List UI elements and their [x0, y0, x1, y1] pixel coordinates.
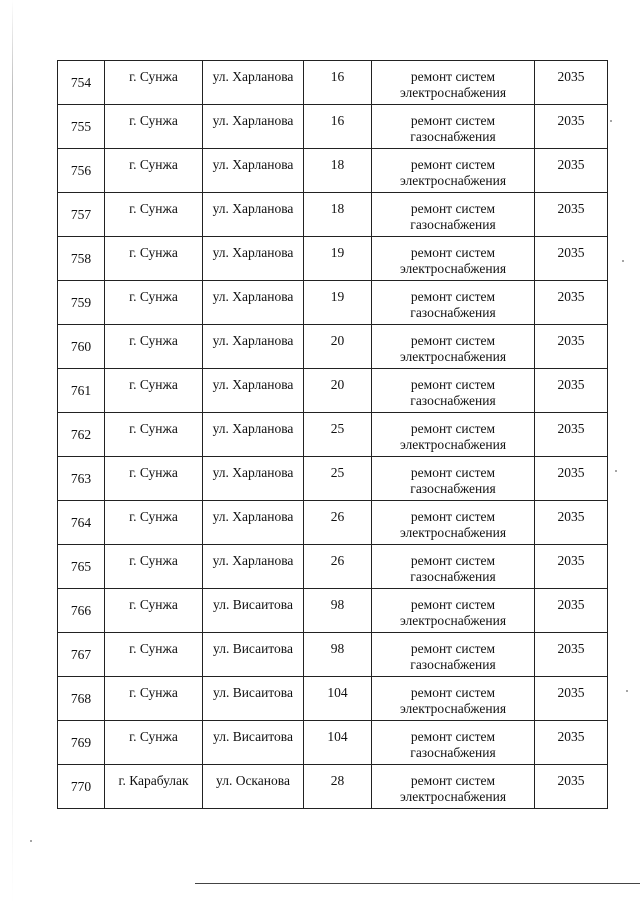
scan-speck — [622, 260, 624, 262]
row-number-cell — [58, 149, 105, 193]
street-cell — [203, 457, 304, 501]
house-number-text: 20 — [330, 377, 345, 392]
work-type-text — [372, 413, 534, 453]
year-cell — [535, 281, 608, 325]
work-type-cell — [372, 545, 535, 589]
row-number-text: 754 — [70, 75, 92, 90]
street-cell — [203, 149, 304, 193]
city-text: г. Карабулак — [118, 773, 189, 788]
work-type-line2: газоснабжения — [410, 657, 496, 672]
year-text: 2035 — [557, 685, 585, 700]
street-cell — [203, 237, 304, 281]
house-number-cell — [304, 61, 372, 105]
city-cell — [105, 325, 203, 369]
house-number-text: 25 — [330, 421, 345, 436]
year-text: 2035 — [557, 245, 585, 260]
row-number-text: 762 — [70, 427, 92, 442]
house-number-text: 104 — [327, 685, 348, 700]
house-number-text: 98 — [330, 597, 345, 612]
house-number-cell — [304, 413, 372, 457]
work-type-text — [372, 765, 534, 805]
house-number-cell — [304, 281, 372, 325]
year-text: 2035 — [557, 641, 585, 656]
year-cell — [535, 457, 608, 501]
year-text: 2035 — [557, 289, 585, 304]
work-type-line1: ремонт систем — [410, 465, 496, 480]
work-type-line1: ремонт систем — [410, 289, 496, 304]
row-number-text: 763 — [70, 471, 92, 486]
scan-speck — [626, 690, 628, 692]
work-type-cell — [372, 721, 535, 765]
work-type-cell — [372, 105, 535, 149]
work-type-line2: газоснабжения — [410, 745, 496, 760]
work-type-line1: ремонт систем — [410, 201, 496, 216]
table-row — [58, 369, 608, 413]
house-number-cell — [304, 193, 372, 237]
street-text: ул. Харланова — [212, 69, 294, 84]
table-row — [58, 501, 608, 545]
city-text: г. Сунжа — [129, 157, 178, 172]
house-number-cell — [304, 633, 372, 677]
work-type-line1: ремонт систем — [410, 421, 496, 436]
street-text: ул. Харланова — [212, 465, 294, 480]
year-text: 2035 — [557, 201, 585, 216]
row-number-cell — [58, 457, 105, 501]
street-text: ул. Харланова — [212, 509, 294, 524]
work-type-line1: ремонт систем — [410, 597, 496, 612]
work-type-line1: ремонт систем — [410, 333, 496, 348]
work-type-cell — [372, 325, 535, 369]
street-text: ул. Харланова — [212, 333, 294, 348]
year-text: 2035 — [557, 113, 585, 128]
street-text: ул. Харланова — [212, 421, 294, 436]
street-text: ул. Харланова — [212, 201, 294, 216]
work-type-text — [372, 457, 534, 497]
city-cell — [105, 633, 203, 677]
house-number-text: 26 — [330, 509, 345, 524]
house-number-cell — [304, 765, 372, 809]
house-number-cell — [304, 545, 372, 589]
table-row — [58, 765, 608, 809]
work-type-text — [372, 501, 534, 541]
house-number-cell — [304, 589, 372, 633]
work-type-line2: электроснабжения — [399, 349, 507, 364]
work-type-text — [372, 237, 534, 277]
street-cell — [203, 721, 304, 765]
work-type-cell — [372, 61, 535, 105]
work-type-line1: ремонт систем — [410, 509, 496, 524]
row-number-text: 756 — [70, 163, 92, 178]
work-type-text — [372, 677, 534, 717]
table-row — [58, 281, 608, 325]
house-number-cell — [304, 369, 372, 413]
city-cell — [105, 369, 203, 413]
house-number-text: 16 — [330, 113, 345, 128]
city-cell — [105, 237, 203, 281]
table-row — [58, 413, 608, 457]
year-cell — [535, 369, 608, 413]
row-number-text: 757 — [70, 207, 92, 222]
street-cell — [203, 501, 304, 545]
work-type-line1: ремонт систем — [410, 641, 496, 656]
city-text: г. Сунжа — [129, 465, 178, 480]
year-cell — [535, 589, 608, 633]
work-type-line2: электроснабжения — [399, 437, 507, 452]
scan-speck — [30, 840, 32, 842]
year-text: 2035 — [557, 509, 585, 524]
table-row — [58, 105, 608, 149]
row-number-cell — [58, 325, 105, 369]
table-row — [58, 193, 608, 237]
house-number-text: 26 — [330, 553, 345, 568]
street-text: ул. Харланова — [212, 157, 294, 172]
street-text: ул. Висаитова — [213, 641, 293, 656]
table-row — [58, 149, 608, 193]
row-number-cell — [58, 589, 105, 633]
city-cell — [105, 721, 203, 765]
work-type-cell — [372, 501, 535, 545]
street-cell — [203, 105, 304, 149]
work-type-cell — [372, 589, 535, 633]
house-number-text: 28 — [330, 773, 345, 788]
work-type-line2: электроснабжения — [399, 85, 507, 100]
work-type-line2: электроснабжения — [399, 173, 507, 188]
year-text: 2035 — [557, 597, 585, 612]
year-cell — [535, 501, 608, 545]
work-type-text — [372, 633, 534, 673]
table-row — [58, 589, 608, 633]
work-type-line2: газоснабжения — [410, 393, 496, 408]
house-number-cell — [304, 325, 372, 369]
work-type-text — [372, 105, 534, 145]
house-number-text: 98 — [330, 641, 345, 656]
work-type-line1: ремонт систем — [410, 685, 496, 700]
house-number-text: 20 — [330, 333, 345, 348]
row-number-text: 755 — [70, 119, 92, 134]
city-text: г. Сунжа — [129, 597, 178, 612]
work-type-text — [372, 149, 534, 189]
work-type-line2: газоснабжения — [410, 569, 496, 584]
table-row — [58, 325, 608, 369]
row-number-text: 769 — [70, 735, 92, 750]
street-cell — [203, 61, 304, 105]
work-type-text — [372, 369, 534, 409]
work-type-text — [372, 589, 534, 629]
year-text: 2035 — [557, 553, 585, 568]
year-cell — [535, 193, 608, 237]
year-cell — [535, 677, 608, 721]
work-type-line2: газоснабжения — [410, 217, 496, 232]
row-number-text: 764 — [70, 515, 92, 530]
row-number-text: 767 — [70, 647, 92, 662]
street-cell — [203, 281, 304, 325]
table-row — [58, 237, 608, 281]
city-text: г. Сунжа — [129, 289, 178, 304]
house-number-text: 18 — [330, 157, 345, 172]
work-type-line2: электроснабжения — [399, 789, 507, 804]
work-type-line1: ремонт систем — [410, 69, 496, 84]
table-row — [58, 677, 608, 721]
street-text: ул. Харланова — [212, 245, 294, 260]
year-cell — [535, 765, 608, 809]
work-type-line1: ремонт систем — [410, 113, 496, 128]
city-cell — [105, 765, 203, 809]
table-row — [58, 721, 608, 765]
city-cell — [105, 105, 203, 149]
street-text: ул. Висаитова — [213, 597, 293, 612]
street-text: ул. Осканова — [216, 773, 290, 788]
city-cell — [105, 193, 203, 237]
work-type-text — [372, 545, 534, 585]
work-type-cell — [372, 369, 535, 413]
scan-margin-line — [12, 0, 13, 905]
street-cell — [203, 325, 304, 369]
work-type-text — [372, 281, 534, 321]
street-text: ул. Висаитова — [213, 685, 293, 700]
row-number-cell — [58, 369, 105, 413]
row-number-text: 760 — [70, 339, 92, 354]
work-type-cell — [372, 149, 535, 193]
year-text: 2035 — [557, 729, 585, 744]
year-cell — [535, 61, 608, 105]
repair-schedule-table — [57, 60, 608, 809]
street-text: ул. Харланова — [212, 113, 294, 128]
table-row — [58, 545, 608, 589]
house-number-text: 104 — [327, 729, 348, 744]
house-number-cell — [304, 501, 372, 545]
work-type-line1: ремонт систем — [410, 553, 496, 568]
row-number-text: 768 — [70, 691, 92, 706]
work-type-cell — [372, 633, 535, 677]
work-type-cell — [372, 281, 535, 325]
work-type-line1: ремонт систем — [410, 245, 496, 260]
city-cell — [105, 61, 203, 105]
city-text: г. Сунжа — [129, 685, 178, 700]
table-row — [58, 61, 608, 105]
work-type-line1: ремонт систем — [410, 729, 496, 744]
row-number-cell — [58, 105, 105, 149]
house-number-cell — [304, 457, 372, 501]
work-type-line2: электроснабжения — [399, 525, 507, 540]
street-text: ул. Харланова — [212, 377, 294, 392]
year-text: 2035 — [557, 69, 585, 84]
work-type-text — [372, 193, 534, 233]
row-number-cell — [58, 545, 105, 589]
work-type-text — [372, 721, 534, 761]
street-text: ул. Харланова — [212, 289, 294, 304]
city-text: г. Сунжа — [129, 201, 178, 216]
house-number-cell — [304, 105, 372, 149]
house-number-cell — [304, 721, 372, 765]
row-number-text: 758 — [70, 251, 92, 266]
row-number-cell — [58, 765, 105, 809]
work-type-cell — [372, 677, 535, 721]
row-number-text: 759 — [70, 295, 92, 310]
street-cell — [203, 765, 304, 809]
row-number-cell — [58, 721, 105, 765]
house-number-cell — [304, 149, 372, 193]
scan-speck — [615, 470, 617, 472]
work-type-cell — [372, 457, 535, 501]
year-cell — [535, 633, 608, 677]
row-number-cell — [58, 61, 105, 105]
table-row — [58, 633, 608, 677]
row-number-cell — [58, 237, 105, 281]
year-cell — [535, 325, 608, 369]
house-number-cell — [304, 677, 372, 721]
city-text: г. Сунжа — [129, 553, 178, 568]
city-cell — [105, 457, 203, 501]
street-text: ул. Харланова — [212, 553, 294, 568]
city-cell — [105, 501, 203, 545]
house-number-text: 16 — [330, 69, 345, 84]
year-text: 2035 — [557, 157, 585, 172]
table-body — [58, 61, 608, 809]
house-number-cell — [304, 237, 372, 281]
work-type-line1: ремонт систем — [410, 157, 496, 172]
page-bottom-rule — [195, 883, 640, 884]
street-cell — [203, 369, 304, 413]
year-text: 2035 — [557, 421, 585, 436]
year-text: 2035 — [557, 465, 585, 480]
row-number-text: 770 — [70, 779, 92, 794]
work-type-cell — [372, 413, 535, 457]
street-cell — [203, 589, 304, 633]
year-cell — [535, 237, 608, 281]
table-row — [58, 457, 608, 501]
work-type-line1: ремонт систем — [410, 377, 496, 392]
work-type-line2: электроснабжения — [399, 261, 507, 276]
year-cell — [535, 105, 608, 149]
work-type-line2: электроснабжения — [399, 701, 507, 716]
year-text: 2035 — [557, 333, 585, 348]
row-number-text: 766 — [70, 603, 92, 618]
city-cell — [105, 281, 203, 325]
row-number-cell — [58, 281, 105, 325]
row-number-cell — [58, 413, 105, 457]
city-text: г. Сунжа — [129, 333, 178, 348]
city-text: г. Сунжа — [129, 69, 178, 84]
city-cell — [105, 589, 203, 633]
street-cell — [203, 413, 304, 457]
city-cell — [105, 545, 203, 589]
work-type-line2: газоснабжения — [410, 481, 496, 496]
street-cell — [203, 193, 304, 237]
city-text: г. Сунжа — [129, 377, 178, 392]
work-type-text — [372, 325, 534, 365]
row-number-text: 761 — [70, 383, 92, 398]
year-cell — [535, 413, 608, 457]
year-cell — [535, 149, 608, 193]
house-number-text: 18 — [330, 201, 345, 216]
row-number-cell — [58, 193, 105, 237]
work-type-cell — [372, 765, 535, 809]
house-number-text: 19 — [330, 289, 345, 304]
work-type-line1: ремонт систем — [410, 773, 496, 788]
street-cell — [203, 633, 304, 677]
row-number-text: 765 — [70, 559, 92, 574]
city-text: г. Сунжа — [129, 245, 178, 260]
row-number-cell — [58, 501, 105, 545]
street-cell — [203, 677, 304, 721]
work-type-line2: газоснабжения — [410, 305, 496, 320]
city-text: г. Сунжа — [129, 509, 178, 524]
row-number-cell — [58, 677, 105, 721]
scan-speck — [610, 120, 612, 122]
house-number-text: 25 — [330, 465, 345, 480]
city-cell — [105, 149, 203, 193]
city-text: г. Сунжа — [129, 421, 178, 436]
street-cell — [203, 545, 304, 589]
year-text: 2035 — [557, 773, 585, 788]
work-type-cell — [372, 237, 535, 281]
city-text: г. Сунжа — [129, 113, 178, 128]
street-text: ул. Висаитова — [213, 729, 293, 744]
work-type-line2: электроснабжения — [399, 613, 507, 628]
work-type-text — [372, 61, 534, 101]
city-cell — [105, 677, 203, 721]
city-text: г. Сунжа — [129, 729, 178, 744]
city-text: г. Сунжа — [129, 641, 178, 656]
work-type-line2: газоснабжения — [410, 129, 496, 144]
row-number-cell — [58, 633, 105, 677]
house-number-text: 19 — [330, 245, 345, 260]
work-type-cell — [372, 193, 535, 237]
year-cell — [535, 721, 608, 765]
year-cell — [535, 545, 608, 589]
city-cell — [105, 413, 203, 457]
year-text: 2035 — [557, 377, 585, 392]
